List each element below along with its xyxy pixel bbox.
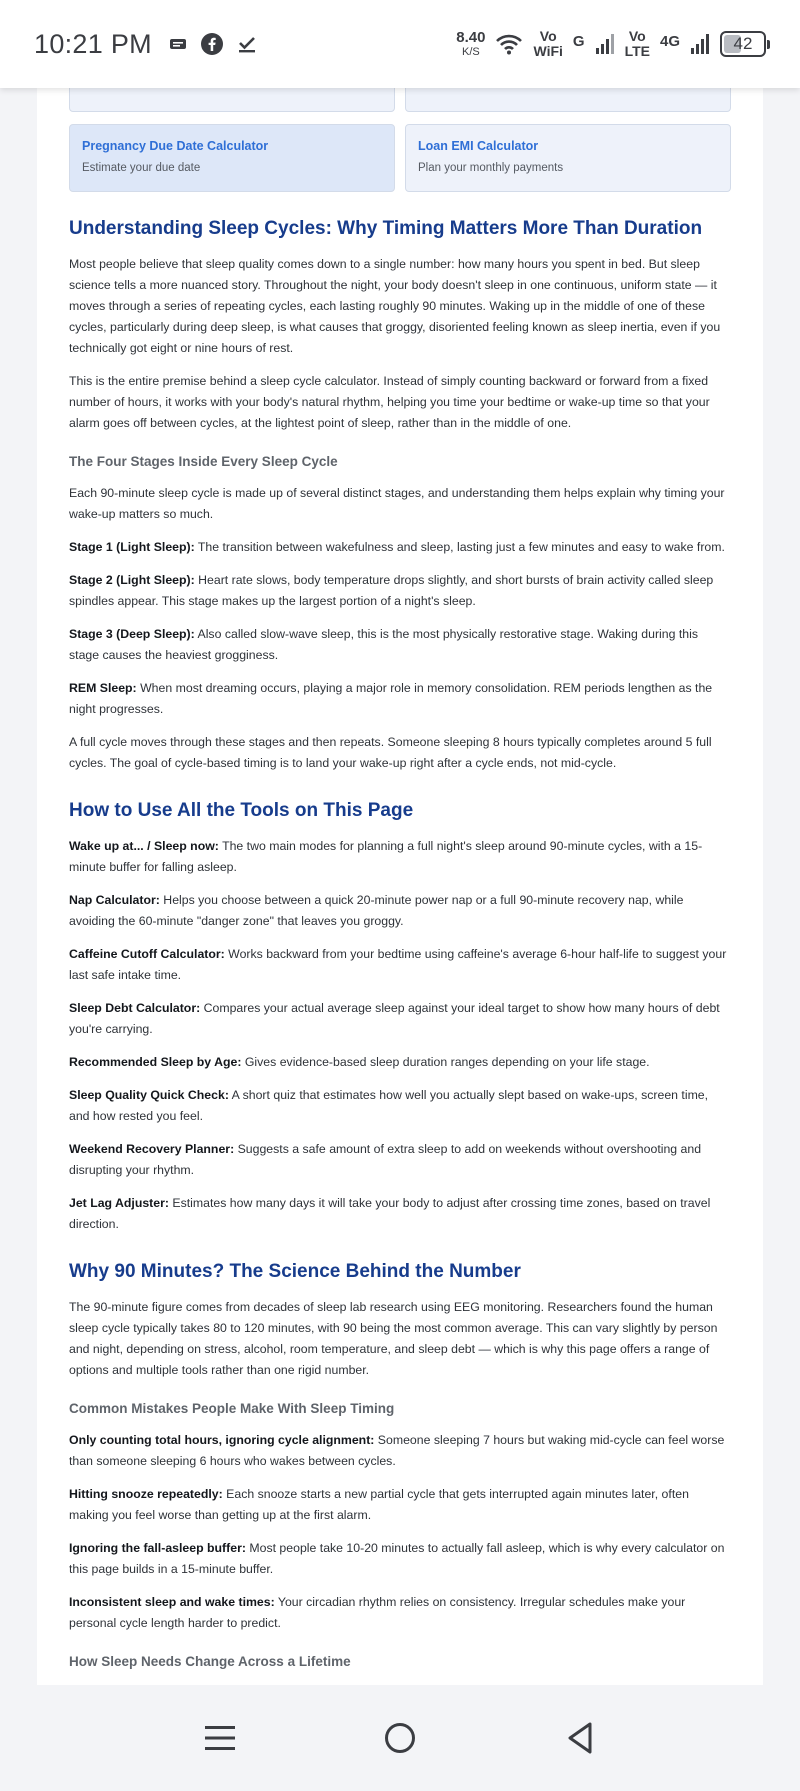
tool-item: Jet Lag Adjuster: Estimates how many days it will take your body to adjust after crossing time zones, based on travel direction. (69, 1196, 711, 1231)
tool-item: Wake up at... / Sleep now: The two main modes for planning a full night's sleep around 90-minute cycles, with a 15-minute buffer for falling asleep. (69, 839, 703, 874)
network-type-label: G (572, 33, 585, 51)
facebook-icon (200, 32, 224, 56)
paragraph: The 90-minute figure comes from decades of sleep lab research using EEG monitoring. Researchers found the human sleep cycle typically takes 80 to 120 minutes, with 90 being the most common average. This can vary slightly by person and night, depending on stress, alcohol, room temperature, and sleep debt — which is why this page offers a range of options and multiple tools rather than one rigid number. (69, 1300, 718, 1377)
section-heading-ninety-minutes: Why 90 Minutes? The Science Behind the Number (69, 1261, 521, 1282)
tool-item: Recommended Sleep by Age: Gives evidence-based sleep duration ranges depending on your life stage. (69, 1055, 650, 1069)
subheading-lifetime: How Sleep Needs Change Across a Lifetime (69, 1654, 351, 1669)
stage-item: REM Sleep: When most dreaming occurs, playing a major role in memory consolidation. REM periods lengthen as the night progresses. (69, 681, 713, 716)
tool-item: Caffeine Cutoff Calculator: Works backward from your bedtime using caffeine's average 6-hour half-life to suggest your last safe intake time. (69, 947, 727, 982)
tool-item: Weekend Recovery Planner: Suggests a safe amount of extra sleep to add on weekends without overshooting and disrupting your rhythm. (69, 1142, 702, 1177)
stage-item: Stage 1 (Light Sleep): The transition between wakefulness and sleep, lasting just a few minutes and easy to wake from. (69, 540, 725, 554)
tool-card-desc: Estimate your due date (82, 162, 201, 174)
network-speed: 8.40 K/S (456, 29, 486, 58)
signal-icon (690, 33, 710, 55)
download-done-icon (236, 33, 258, 55)
menu-icon[interactable] (203, 1721, 237, 1755)
mistake-item: Only counting total hours, ignoring cycle alignment: Someone sleeping 7 hours but waking mid-cycle can feel worse than someone sleeping 6 hours who wakes between cycles. (69, 1433, 725, 1468)
tool-card-title: Loan EMI Calculator (418, 139, 539, 153)
tool-card-loan-emi[interactable] (405, 124, 731, 192)
status-bar (0, 0, 800, 88)
vo-lte-label: Vo LTE (624, 28, 650, 59)
home-circle-icon[interactable] (383, 1721, 417, 1755)
tool-item: Nap Calculator: Helps you choose between a quick 20-minute power nap or a full 90-minute recovery nap, while avoiding the 60-minute "danger zone" that leaves you groggy. (69, 893, 684, 928)
vo-wifi-label: Vo WiFi (533, 28, 563, 59)
subheading-common-mistakes: Common Mistakes People Make With Sleep Timing (69, 1401, 395, 1416)
paragraph: This is the entire premise behind a sleep cycle calculator. Instead of simply counting backward or forward from a fixed number of hours, it works with your body's natural rhythm, helping you time your bedtime or wake-up time so that your alarm goes off between cycles, at the lightest point of sleep, rather than in the middle of one. (69, 374, 710, 430)
wifi-icon (495, 33, 523, 55)
section-heading-sleep-cycles: Understanding Sleep Cycles: Why Timing Matters More Than Duration (69, 218, 703, 239)
paragraph: A full cycle moves through these stages and then repeats. Someone sleeping 8 hours typically completes around 5 full cycles. The goal of cycle-based timing is to land your wake-up right after a cycle ends, not mid-cycle. (69, 735, 712, 770)
subheading-four-stages: The Four Stages Inside Every Sleep Cycle (69, 454, 338, 469)
navigation-bar (0, 1685, 800, 1791)
message-icon (168, 34, 188, 54)
mistake-item: Hitting snooze repeatedly: Each snooze starts a new partial cycle that gets interrupted again minutes later, often making you feel worse than getting up at the first alarm. (69, 1487, 689, 1522)
tool-card-pregnancy-due-date[interactable] (69, 124, 395, 192)
mistake-item: Inconsistent sleep and wake times: Your circadian rhythm relies on consistency. Irregular schedules make your personal cycle length harder to predict. (69, 1595, 686, 1630)
back-triangle-icon[interactable] (563, 1721, 597, 1755)
tool-item: Sleep Quality Quick Check: A short quiz that estimates how well you actually slept based on wake-ups, screen time, and how rested you feel. (69, 1088, 709, 1123)
tool-card-desc: Plan your monthly payments (418, 162, 564, 174)
tool-item: Sleep Debt Calculator: Compares your actual average sleep against your ideal target to show how many hours of debt you're carrying. (69, 1001, 720, 1036)
status-time: 10:21 PM (34, 28, 152, 59)
page-content (37, 60, 763, 1685)
paragraph: Most people believe that sleep quality comes down to a single number: how many hours you spent in bed. But sleep science tells a more nuanced story. Throughout the night, your body doesn't sleep in one continuous, uniform state — it moves through a series of repeating cycles, each lasting roughly 90 minutes. Waking up in the middle of one of these cycles, particularly during deep sleep, is what causes that groggy, disoriented feeling known as sleep inertia, even if you technically got eight or nine hours of rest. (69, 257, 721, 355)
network-type-label-4g: 4G (659, 33, 680, 51)
signal-icon (595, 33, 615, 55)
stage-item: Stage 3 (Deep Sleep): Also called slow-wave sleep, this is the most physically restorative stage. Waking during this stage causes the heaviest grogginess. (69, 627, 699, 662)
mistake-item: Ignoring the fall-asleep buffer: Most people take 10-20 minutes to actually fall asleep, which is why every calculator on this page builds in a 15-minute buffer. (69, 1541, 725, 1576)
stage-item: Stage 2 (Light Sleep): Heart rate slows, body temperature drops slightly, and short bursts of brain activity called sleep spindles appear. This stage makes up the largest portion of a night's sleep. (69, 573, 714, 608)
paragraph: Each 90-minute sleep cycle is made up of several distinct stages, and understanding them helps explain why timing your wake-up matters so much. (69, 486, 725, 521)
section-heading-tools: How to Use All the Tools on This Page (69, 800, 414, 821)
battery-icon: 42 (720, 31, 766, 57)
tool-card-title: Pregnancy Due Date Calculator (82, 139, 269, 153)
